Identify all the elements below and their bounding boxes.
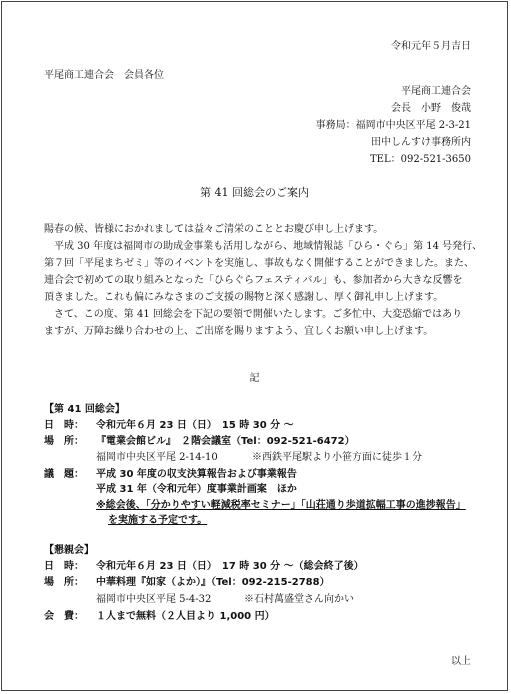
agenda-note-cont: を実施する予定です。 <box>108 515 208 526</box>
party-date-label: 日 時： <box>44 561 84 572</box>
body-line: ますが、万障お繰り合わせの上、ご出席を賜りますよう、宜しくお願い申し上げます。 <box>44 326 434 337</box>
sender-office2: 田中しんすけ事務所内 <box>371 137 471 148</box>
sender-office: 事務局：福岡市中央区平尾 2-3-21 <box>315 120 471 131</box>
party-date-value: 令和元年６月 23 日（日） 17 時 30 分 〜（総会終了後） <box>96 561 364 572</box>
issue-date: 令和元年５月吉日 <box>391 41 471 52</box>
party-place-value: 中華料理『如家（よか）』（Tel：092-215-2788） <box>96 577 330 588</box>
agenda-item: 平成 30 年度の収支決算報告および事業報告 <box>96 469 297 480</box>
general-place-note: ※西鉄平尾駅より小笹方面に徒歩１分 <box>252 452 422 463</box>
sender-chair: 会長 小野 俊哉 <box>391 103 471 114</box>
body-line: 陽春の候、皆様におかれましては益々ご清栄のこととお慶び申し上げます。 <box>44 224 384 235</box>
body-line: さて、この度、第 41 回総会を下記の要領で開催いたします。ご多忙中、大変恐縮ではあり <box>44 309 463 320</box>
document-title: 第 41 回総会のご案内 <box>200 186 309 199</box>
body-line: 連合会で初めての取り組みとなった「ひらぐらフェスティバル」も、参加者から大きな反響を <box>44 275 463 286</box>
body-line: 頂きました。これも偏にみなさまのご支援の賜物と深く感謝し、厚く御礼申し上げます。 <box>44 292 444 303</box>
agenda-note: ※総会後、「分かりやすい軽減税率セミナー」「山荘通り歩道拡幅工事の進捗報告」 <box>96 500 466 511</box>
body-line: 第７回「平尾まちゼミ」等のイベントを実施し、事故もなく開催することができました。また、 <box>44 258 474 269</box>
party-fee-label: 会 費： <box>44 611 84 622</box>
general-place-label: 場 所： <box>44 436 84 447</box>
party-fee-value: １人まで無料（２人目より 1,000 円） <box>96 611 275 622</box>
general-date-value: 令和元年６月 23 日（日） 15 時 30 分 〜 <box>96 420 294 431</box>
ki-heading: 記 <box>249 373 260 384</box>
party-place-note: ※石村萬盛堂さん向かい <box>244 594 354 605</box>
general-header: 【第 41 回総会】 <box>44 404 125 415</box>
general-place-address: 福岡市中央区平尾 2-14-10 <box>96 452 218 463</box>
general-agenda-label: 議 題： <box>44 469 84 480</box>
agenda-item: 平成 31 年（令和元年）度事業計画案 ほか <box>96 484 297 495</box>
body-line: 平成 30 年度は福岡市の助成金事業も活用しながら、地域情報誌「ひら・ぐら」第 14 号発行、 <box>44 241 483 252</box>
recipient: 平尾商工連合会 会員各位 <box>44 70 164 81</box>
general-date-label: 日 時： <box>44 420 84 431</box>
closing: 以上 <box>451 656 471 667</box>
sender-org: 平尾商工連合会 <box>401 86 471 97</box>
party-place-address: 福岡市中央区平尾 5-4-32 <box>96 594 212 605</box>
party-header: 【懇親会】 <box>44 545 94 556</box>
document-page <box>1 1 508 691</box>
sender-tel: TEL：092-521-3650 <box>370 154 471 165</box>
general-place-value: 『電業会館ビル』 ２階会議室（Tel：092-521-6472） <box>96 436 355 447</box>
party-place-label: 場 所： <box>44 577 84 588</box>
